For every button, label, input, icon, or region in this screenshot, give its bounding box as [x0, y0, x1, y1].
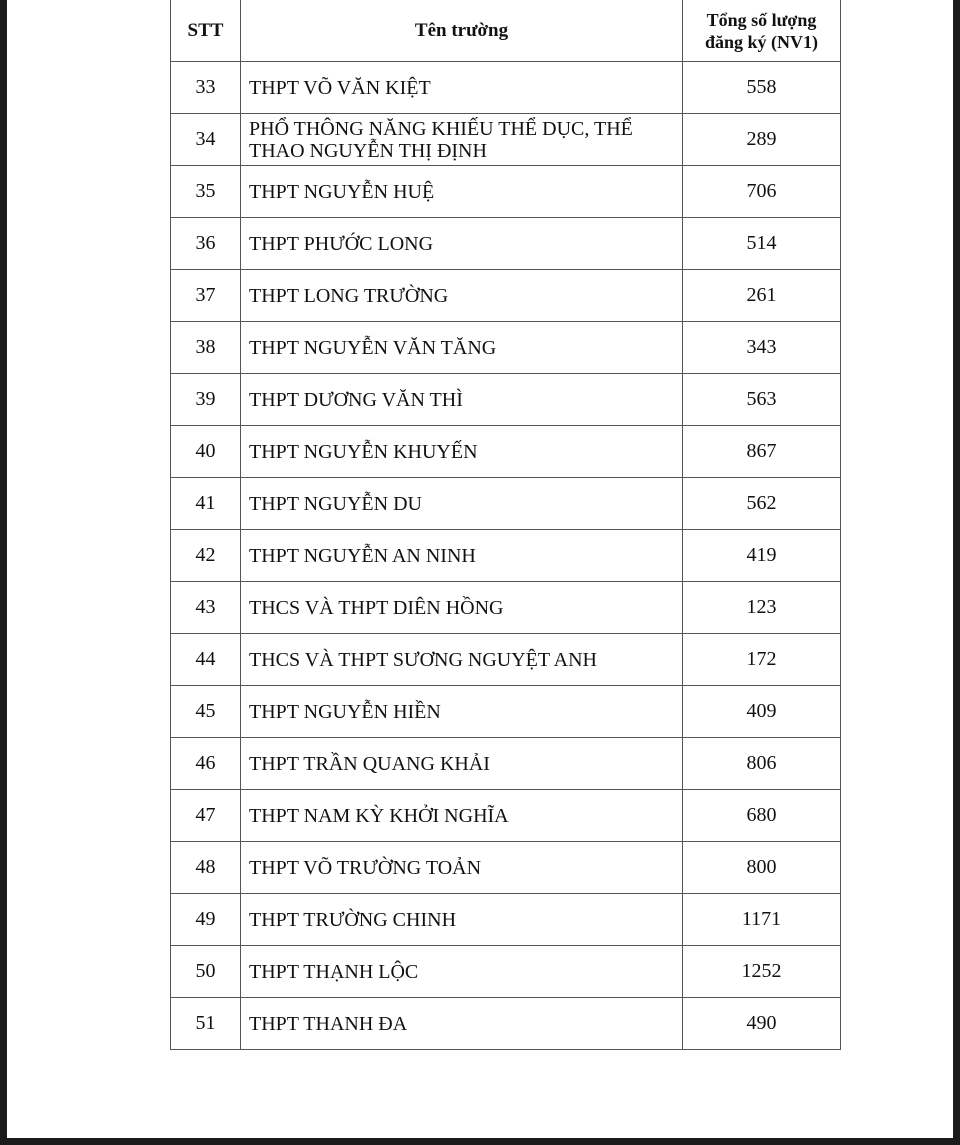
row-stt: 40: [171, 426, 241, 478]
row-registration-count: 343: [683, 322, 841, 374]
row-registration-count: 409: [683, 686, 841, 738]
row-registration-count: 562: [683, 478, 841, 530]
row-registration-count: 806: [683, 738, 841, 790]
row-registration-count: 123: [683, 582, 841, 634]
row-stt: 37: [171, 270, 241, 322]
row-school-name: THPT THẠNH LỘC: [241, 946, 683, 998]
header-row: [171, 0, 841, 62]
row-registration-count: 490: [683, 998, 841, 1050]
header-stt: STT: [171, 0, 241, 62]
row-school-name: THPT NGUYỄN HIỀN: [241, 686, 683, 738]
row-school-name: THPT NGUYỄN HUỆ: [241, 166, 683, 218]
row-stt: 41: [171, 478, 241, 530]
row-stt: 51: [171, 998, 241, 1050]
row-school-name: THCS VÀ THPT SƯƠNG NGUYỆT ANH: [241, 634, 683, 686]
table-row: [171, 374, 841, 426]
row-stt: 50: [171, 946, 241, 998]
table-row: [171, 998, 841, 1050]
header-registration-count: [683, 0, 841, 62]
row-school-name: THPT TRƯỜNG CHINH: [241, 894, 683, 946]
table-row: [171, 218, 841, 270]
table-header: [171, 0, 841, 62]
row-school-name: THPT DƯƠNG VĂN THÌ: [241, 374, 683, 426]
table-row: [171, 426, 841, 478]
table-row: [171, 270, 841, 322]
row-registration-count: 1252: [683, 946, 841, 998]
table-row: [171, 842, 841, 894]
table-row: [171, 530, 841, 582]
row-stt: 36: [171, 218, 241, 270]
header-count-line1: Tổng số lượng: [706, 9, 817, 30]
table-row: [171, 322, 841, 374]
row-school-name: PHỔ THÔNG NĂNG KHIẾU THỂ DỤC, THỂ THAO NGUYỄN THỊ ĐỊNH: [241, 114, 683, 166]
row-registration-count: 558: [683, 62, 841, 114]
row-school-name: THPT LONG TRƯỜNG: [241, 270, 683, 322]
table-row: [171, 582, 841, 634]
table-row: [171, 634, 841, 686]
row-school-name: THPT PHƯỚC LONG: [241, 218, 683, 270]
table-row: [171, 62, 841, 114]
row-stt: 48: [171, 842, 241, 894]
table-row: [171, 946, 841, 998]
row-registration-count: 1171: [683, 894, 841, 946]
row-registration-count: 680: [683, 790, 841, 842]
row-stt: 44: [171, 634, 241, 686]
row-school-name: THPT NGUYỄN AN NINH: [241, 530, 683, 582]
table-row: [171, 478, 841, 530]
row-stt: 34: [171, 114, 241, 166]
row-stt: 47: [171, 790, 241, 842]
row-stt: 39: [171, 374, 241, 426]
table-row: [171, 686, 841, 738]
row-stt: 43: [171, 582, 241, 634]
row-stt: 35: [171, 166, 241, 218]
row-registration-count: 800: [683, 842, 841, 894]
table-row: [171, 166, 841, 218]
row-registration-count: 419: [683, 530, 841, 582]
row-school-name: THPT NGUYỄN KHUYẾN: [241, 426, 683, 478]
row-stt: 46: [171, 738, 241, 790]
row-registration-count: 172: [683, 634, 841, 686]
header-school-name: Tên trường: [241, 0, 683, 62]
row-stt: 42: [171, 530, 241, 582]
row-school-name: THPT TRẦN QUANG KHẢI: [241, 738, 683, 790]
row-stt: 33: [171, 62, 241, 114]
row-school-name: THPT THANH ĐA: [241, 998, 683, 1050]
row-stt: 49: [171, 894, 241, 946]
row-school-name: THPT NAM KỲ KHỞI NGHĨA: [241, 790, 683, 842]
row-school-name: THPT NGUYỄN VĂN TĂNG: [241, 322, 683, 374]
row-registration-count: 261: [683, 270, 841, 322]
row-registration-count: 563: [683, 374, 841, 426]
row-registration-count: 706: [683, 166, 841, 218]
table-row: [171, 894, 841, 946]
table-row: [171, 790, 841, 842]
row-registration-count: 867: [683, 426, 841, 478]
row-stt: 45: [171, 686, 241, 738]
row-school-name: THPT VÕ TRƯỜNG TOẢN: [241, 842, 683, 894]
row-school-name: THPT NGUYỄN DU: [241, 478, 683, 530]
row-stt: 38: [171, 322, 241, 374]
table-row: [171, 114, 841, 166]
row-registration-count: 514: [683, 218, 841, 270]
row-registration-count: 289: [683, 114, 841, 166]
table-row: [171, 738, 841, 790]
registration-table: [170, 0, 841, 1050]
row-school-name: THCS VÀ THPT DIÊN HỒNG: [241, 582, 683, 634]
document-page: [7, 0, 953, 1138]
header-count-line2: đăng ký (NV1): [704, 31, 819, 52]
table-body: [171, 62, 841, 1050]
row-school-name: THPT VÕ VĂN KIỆT: [241, 62, 683, 114]
